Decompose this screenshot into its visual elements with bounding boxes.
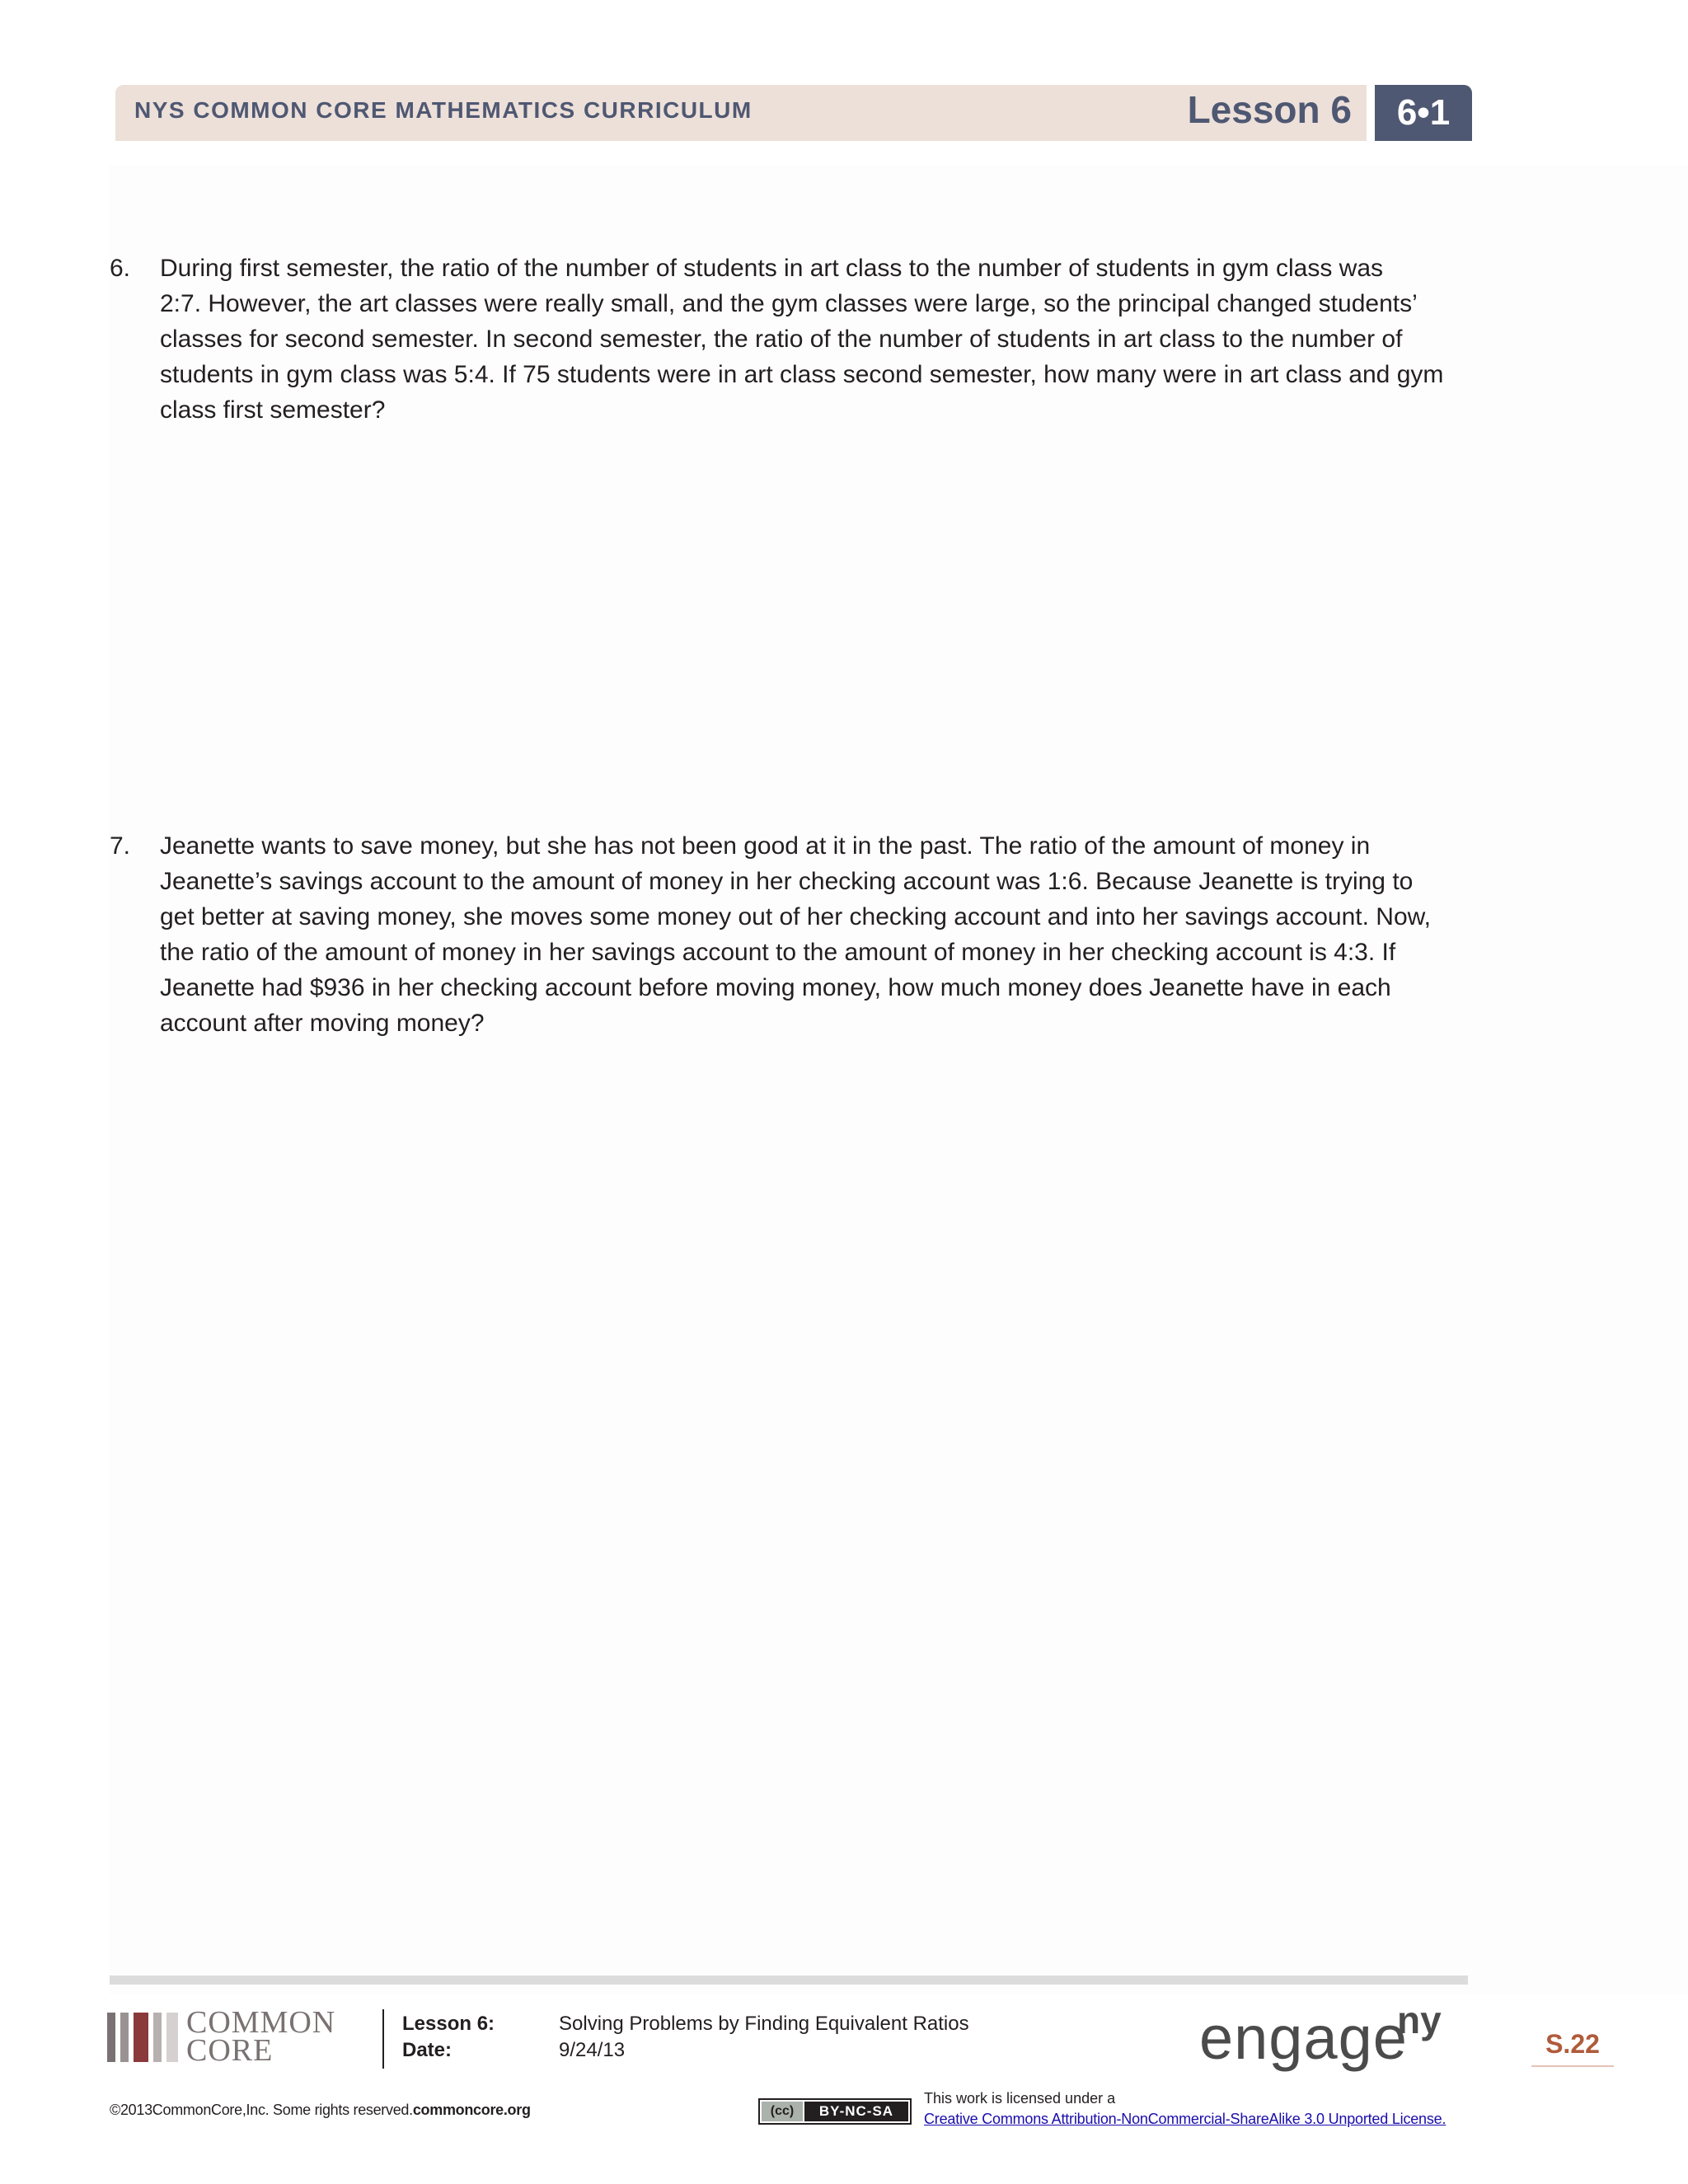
ny-text: ny <box>1397 1999 1442 2041</box>
logo-bar <box>153 2013 162 2062</box>
cc-license-badge[interactable] <box>758 2098 912 2125</box>
lesson-label: Lesson 6: <box>402 2013 495 2035</box>
logo-common-text: COMMON <box>186 2005 336 2040</box>
copyright-text: ©2013CommonCore,Inc. Some rights reserved. <box>110 2102 413 2118</box>
license-link[interactable]: Creative Commons Attribution-NonCommercial-ShareAlike 3.0 Unported License. <box>924 2111 1447 2127</box>
page-background <box>110 165 1688 1994</box>
lesson-title: Lesson 6 <box>1187 88 1352 131</box>
common-core-logo <box>107 2005 371 2069</box>
logo-bar <box>107 2013 115 2062</box>
problem-text: Jeanette wants to save money, but she has not been good at it in the past. The ratio of the amount of money in Jeanette’s savings account to the amount of money in her checking account was 1:6. Because Jeanette is trying to get better at saving money, she moves some money out of her checking account and into her savings account. Now, the ratio of the amount of money in her savings account to the amount of money in her checking account is 4:3. If Jeanette had $936 in her checking account before moving money, how much money does Jeanette have in each account after moving money? <box>160 832 1431 1037</box>
cc-icon: (cc) <box>762 2102 803 2121</box>
problem-number: 7. <box>110 832 131 860</box>
page-number: S.22 <box>1545 2029 1600 2059</box>
logo-bar <box>134 2013 148 2062</box>
date-label: Date: <box>402 2039 452 2061</box>
logo-bar <box>166 2013 178 2062</box>
logo-bar <box>120 2013 129 2062</box>
cc-badge-terms: BY-NC-SA <box>804 2102 908 2121</box>
grade-module-badge: 6•1 <box>1375 85 1472 141</box>
copyright-site-link[interactable]: commoncore.org <box>412 2102 531 2118</box>
problem-number: 6. <box>110 255 131 282</box>
date-value: 9/24/13 <box>559 2039 626 2061</box>
curriculum-title: NYS COMMON CORE MATHEMATICS CURRICULUM <box>134 97 753 123</box>
page-number-underline <box>1531 2065 1614 2067</box>
footer-rule <box>110 1975 1468 1985</box>
footer-divider <box>382 2009 384 2069</box>
engage-text: engage <box>1199 2004 1408 2072</box>
problem-text: During first semester, the ratio of the number of students in art class to the number of students in gym class was 2:7. However, the art classes were really small, and the gym classes were large, so the principal changed students’ classes for second semester. In second semester, the ratio of the number of students in art class to the number of students in gym class was 5:4. If 75 students were in art class second semester, how many were in art class and gym class first semester? <box>160 255 1444 424</box>
lesson-name: Solving Problems by Finding Equivalent Ratios <box>559 2013 969 2035</box>
engageny-logo <box>1199 1999 1471 2079</box>
license-text: This work is licensed under a <box>924 2090 1116 2107</box>
logo-core-text: CORE <box>186 2033 274 2068</box>
copyright <box>110 2102 531 2119</box>
